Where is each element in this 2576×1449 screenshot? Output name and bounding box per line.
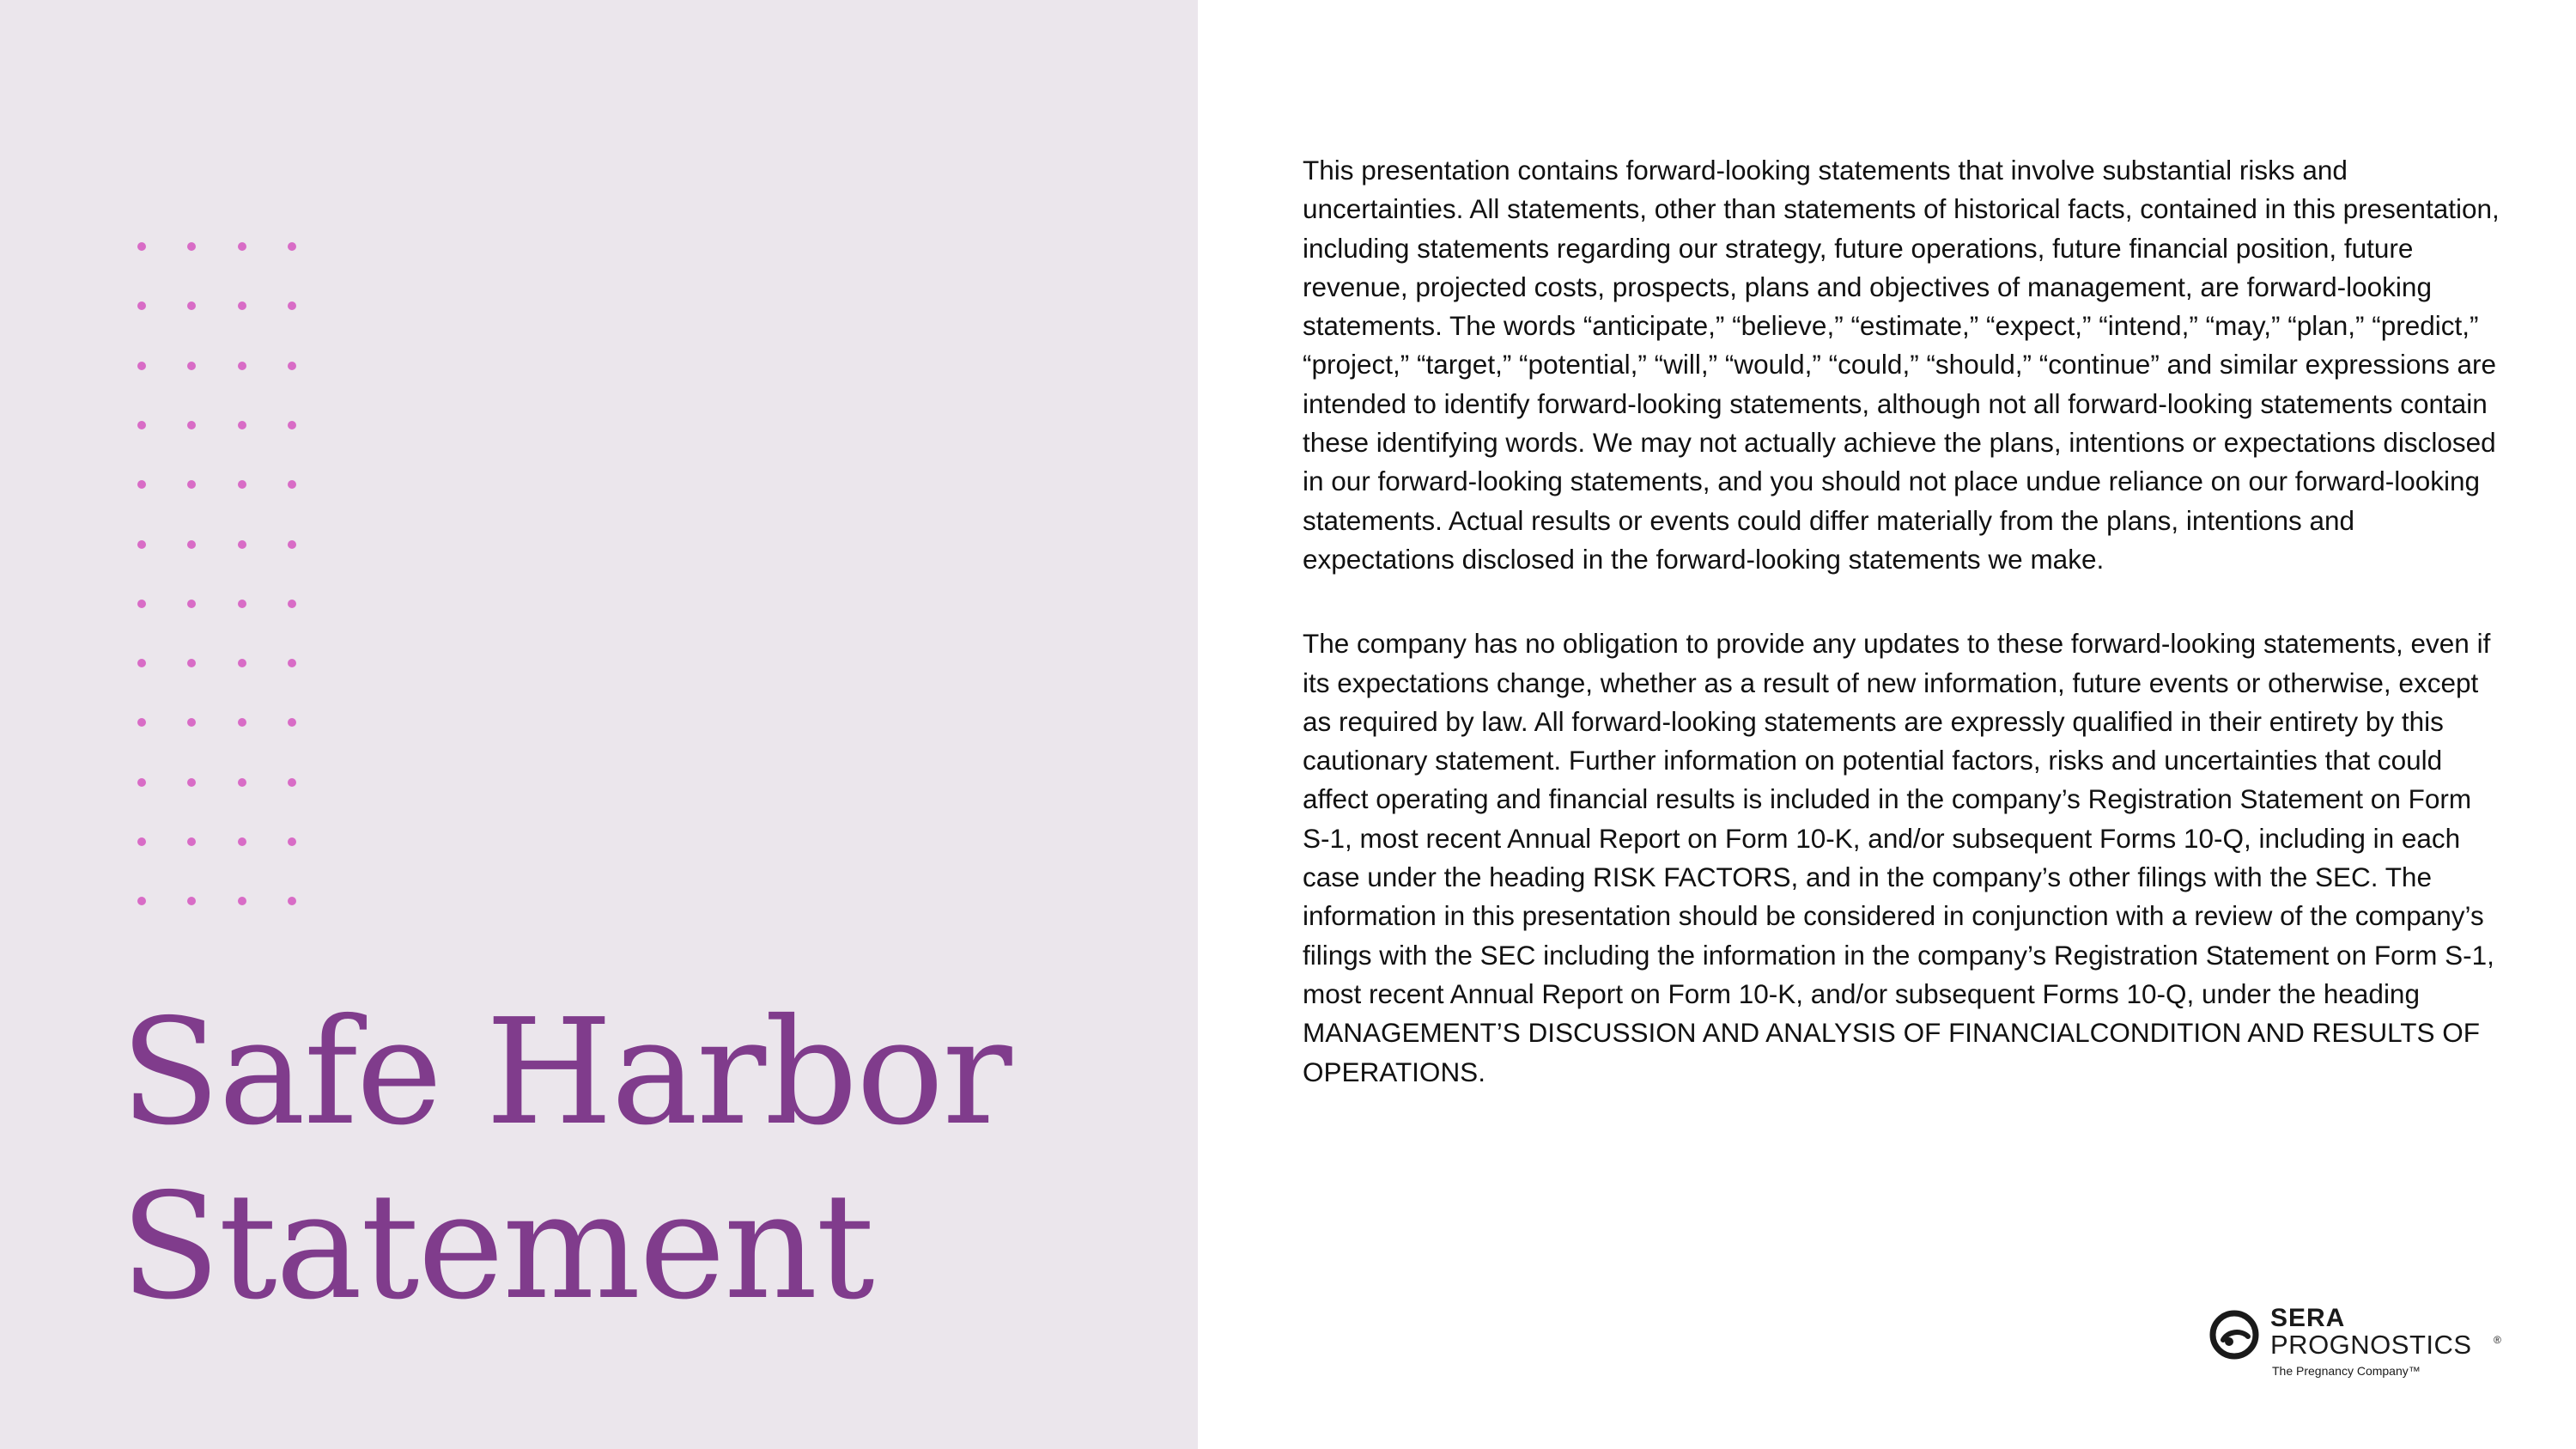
- decorative-dot: [238, 837, 246, 846]
- decorative-dot: [137, 659, 146, 667]
- decorative-dot: [187, 600, 196, 608]
- logo-name-bottom: PROGNOSTICS: [2270, 1330, 2472, 1360]
- disclaimer-body: [1303, 151, 2505, 1092]
- decorative-dot: [137, 778, 146, 787]
- decorative-dot: [288, 659, 296, 667]
- decorative-dot: [288, 362, 296, 370]
- decorative-dot: [288, 837, 296, 846]
- slide-title: [120, 986, 1151, 1335]
- logo-tagline: The Pregnancy Company™: [2272, 1364, 2421, 1378]
- decorative-dot: [187, 540, 196, 549]
- logo-registered-mark: ®: [2494, 1334, 2501, 1346]
- decorative-dot: [238, 600, 246, 608]
- decorative-dot: [137, 540, 146, 549]
- logo-name-top: SERA: [2270, 1304, 2346, 1332]
- title-line-1: Safe Harbor: [120, 988, 1011, 1158]
- decorative-dot: [187, 718, 196, 727]
- decorative-dot: [137, 837, 146, 846]
- decorative-dot: [187, 897, 196, 905]
- decorative-dot: [288, 242, 296, 251]
- decorative-dot: [187, 421, 196, 429]
- decorative-dot: [238, 242, 246, 251]
- decorative-dot: [288, 421, 296, 429]
- disclaimer-paragraph-1: This presentation contains forward-looking statements that involve substantial risks and uncertainties. All statements, other than statements of historical facts, contained in this presentation, including statements regarding our strategy, future operations, future financial position, future revenue, projected costs, prospects, plans and objectives of management, are forward-looking statements. The words “anticipate,” “believe,” “estimate,” “expect,” “intend,” “may,” “plan,” “predict,” “project,” “target,” “potential,” “will,” “would,” “could,” “should,” “continue” and similar expressions are intended to identify forward-looking statements, although not all forward-looking statements contain these identifying words. We may not actually achieve the plans, intentions or expectations disclosed in our forward-looking statements, and you should not place undue reliance on our forward-looking statements. Actual results or events could differ materially from the plans, intentions and expectations disclosed in the forward-looking statements we make.: [1303, 155, 2500, 575]
- decorative-dot: [137, 421, 146, 429]
- left-panel: [0, 0, 1198, 1449]
- decorative-dot: [238, 421, 246, 429]
- decorative-dot: [238, 362, 246, 370]
- decorative-dot: [187, 301, 196, 310]
- sera-logo-icon: [2208, 1309, 2260, 1361]
- decorative-dot: [288, 897, 296, 905]
- decorative-dot: [238, 301, 246, 310]
- decorative-dot: [288, 540, 296, 549]
- decorative-dot: [137, 718, 146, 727]
- decorative-dot: [187, 242, 196, 251]
- decorative-dot: [238, 540, 246, 549]
- disclaimer-paragraph-2: The company has no obligation to provide any updates to these forward-looking statements, even if its expectations change, whether as a result of new information, future events or otherwise, except as required by law. All forward-looking statements are expressly qualified in their entirety by this cautionary statement. Further information on potential factors, risks and uncertainties that could affect operating and financial results is included in the company’s Registration Statement on Form S-1, most recent Annual Report on Form 10-K, and/or subsequent Forms 10-Q, including in each case under the heading RISK FACTORS, and in the company’s other filings with the SEC. The information in this presentation should be considered in conjunction with a review of the company’s filings with the SEC including the information in the company’s Registration Statement on Form S-1, most recent Annual Report on Form 10-K, and/or subsequent Forms 10-Q, under the heading MANAGEMENT’S DISCUSSION AND ANALYSIS OF FINANCIALCONDITION AND RESULTS OF OPERATIONS.: [1303, 628, 2494, 1087]
- decorative-dot: [187, 362, 196, 370]
- decorative-dot: [187, 659, 196, 667]
- company-logo: [2208, 1302, 2518, 1379]
- decorative-dot: [137, 362, 146, 370]
- decorative-dot: [187, 778, 196, 787]
- decorative-dot: [238, 659, 246, 667]
- decorative-dot: [238, 897, 246, 905]
- decorative-dot-grid: [137, 242, 309, 912]
- decorative-dot: [288, 778, 296, 787]
- decorative-dot: [137, 480, 146, 489]
- decorative-dot: [288, 480, 296, 489]
- decorative-dot: [137, 242, 146, 251]
- decorative-dot: [238, 718, 246, 727]
- decorative-dot: [137, 301, 146, 310]
- title-line-2: Statement: [120, 1162, 873, 1332]
- decorative-dot: [187, 837, 196, 846]
- decorative-dot: [238, 778, 246, 787]
- decorative-dot: [187, 480, 196, 489]
- decorative-dot: [288, 718, 296, 727]
- decorative-dot: [137, 897, 146, 905]
- decorative-dot: [288, 301, 296, 310]
- decorative-dot: [238, 480, 246, 489]
- decorative-dot: [137, 600, 146, 608]
- decorative-dot: [288, 600, 296, 608]
